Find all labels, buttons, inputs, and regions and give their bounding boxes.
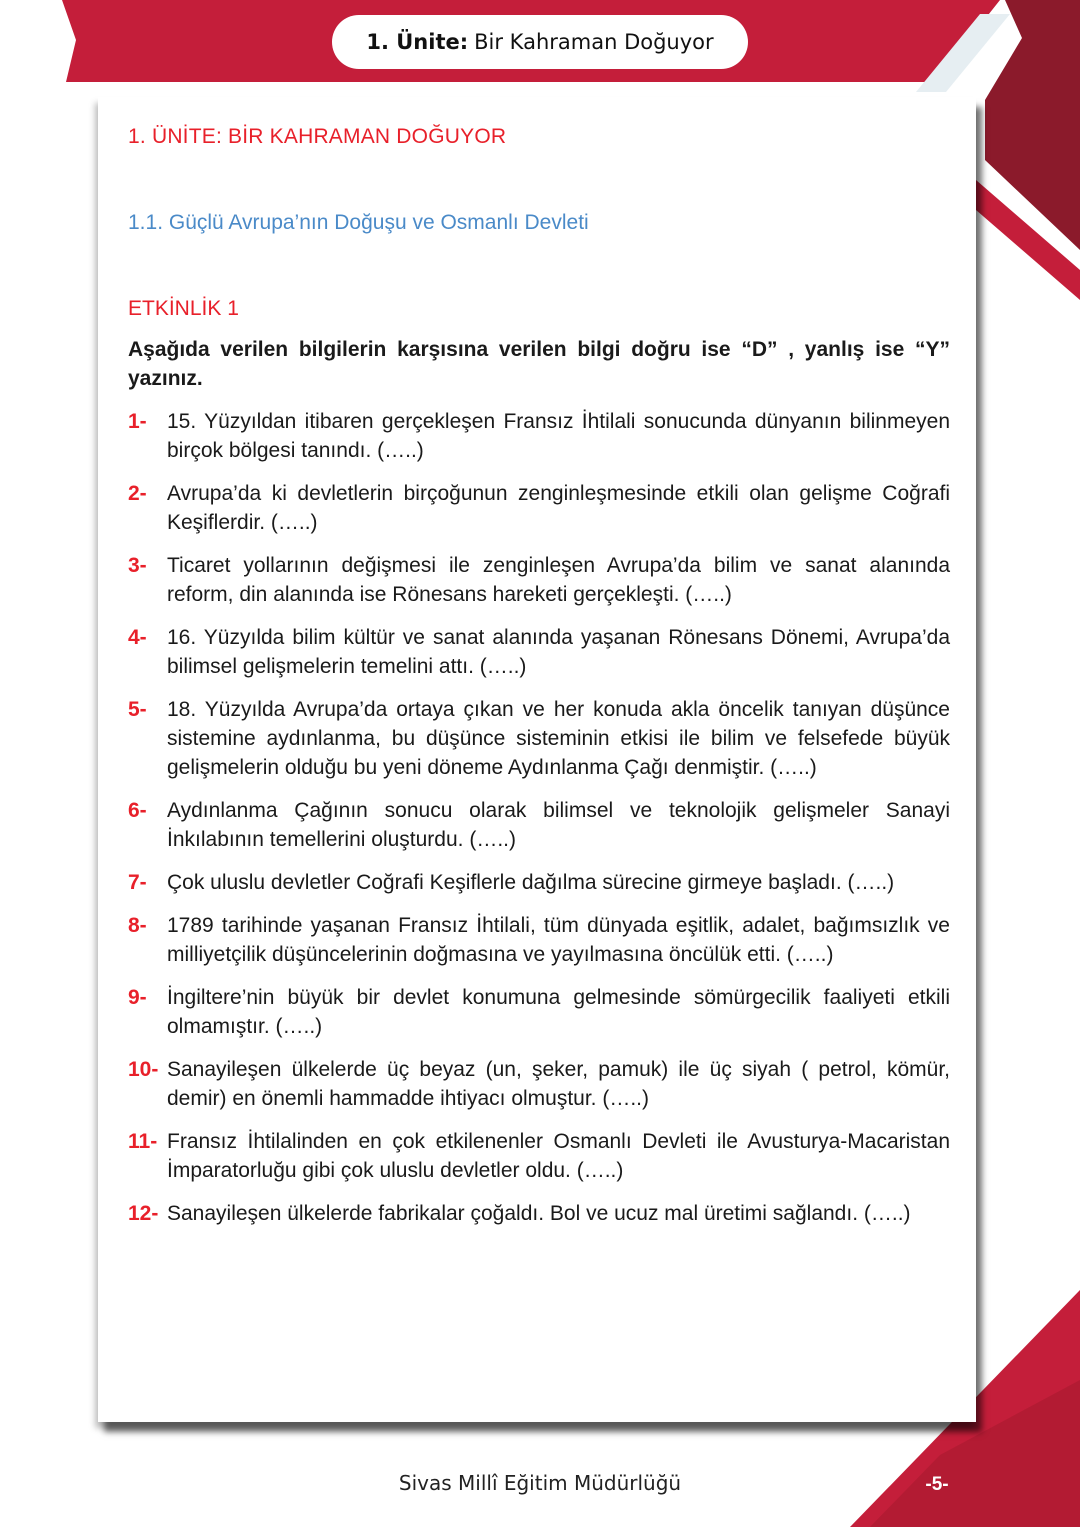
unit-header-pill <box>332 15 748 69</box>
unit-title: 1. ÜNİTE: BİR KAHRAMAN DOĞUYOR <box>128 125 507 148</box>
question-number: 9- <box>128 986 147 1009</box>
question-text: Fransız İhtilalinden en çok etkilenenler Osmanlı Devleti ile Avusturya-Macaristan İmparatorluğu gibi çok uluslu devletler oldu. (…..) <box>167 1130 950 1182</box>
question-item <box>128 1127 950 1185</box>
page-number: -5- <box>925 1474 949 1495</box>
question-item <box>128 551 950 609</box>
question-text: Sanayileşen ülkelerde üç beyaz (un, şeker, pamuk) ile üç siyah ( petrol, kömür, demir) en önemli hammadde ihtiyacı olmuştur. (…..) <box>167 1058 950 1110</box>
activity-title: ETKİNLİK 1 <box>128 297 239 320</box>
question-text: Sanayileşen ülkelerde fabrikalar çoğaldı. Bol ve ucuz mal üretimi sağlandı. (…..) <box>167 1202 911 1225</box>
question-text: Çok uluslu devletler Coğrafi Keşiflerle dağılma sürecine girmeye başladı. (…..) <box>167 871 895 894</box>
section-title: 1.1. Güçlü Avrupa’nın Doğuşu ve Osmanlı Devleti <box>128 211 589 234</box>
question-item <box>128 868 950 897</box>
question-item <box>128 796 950 854</box>
question-item <box>128 1055 950 1113</box>
unit-header-name: Bir Kahraman Doğuyor <box>474 30 714 54</box>
question-number: 7- <box>128 871 147 894</box>
question-text: Avrupa’da ki devletlerin birçoğunun zenginleşmesinde etkili olan gelişme Coğrafi Keşiflerdir. (…..) <box>167 482 950 534</box>
question-text: Ticaret yollarının değişmesi ile zenginleşen Avrupa’da bilim ve sanat alanında reform, din alanında ise Rönesans hareketi gerçekleşti. (…..) <box>167 554 950 606</box>
question-item <box>128 623 950 681</box>
question-number: 2- <box>128 482 147 505</box>
publisher-footer: Sivas Millî Eğitim Müdürlüğü <box>398 1471 682 1495</box>
question-number: 11- <box>128 1130 158 1153</box>
question-item <box>128 695 950 782</box>
question-number: 12- <box>128 1202 159 1225</box>
question-text: 1789 tarihinde yaşanan Fransız İhtilali, tüm dünyada eşitlik, adalet, bağımsızlık ve milliyetçilik düşüncelerinin doğmasına ve yayılmasına öncülük etti. (…..) <box>167 914 950 966</box>
question-number: 3- <box>128 554 147 577</box>
question-number: 4- <box>128 626 147 649</box>
question-text: 16. Yüzyılda bilim kültür ve sanat alanında yaşanan Rönesans Dönemi, Avrupa’da bilimsel gelişmelerin temelini attı. (…..) <box>167 626 950 678</box>
unit-header-label: 1. Ünite: <box>366 30 469 54</box>
question-list <box>128 407 950 1228</box>
question-item <box>128 911 950 969</box>
question-number: 8- <box>128 914 147 937</box>
question-item <box>128 1199 950 1228</box>
question-number: 6- <box>128 799 147 822</box>
question-text: Aydınlanma Çağının sonucu olarak bilimsel ve teknolojik gelişmeler Sanayi İnkılabının temellerini oluşturdu. (…..) <box>167 799 950 851</box>
question-text: 15. Yüzyıldan itibaren gerçekleşen Fransız İhtilali sonucunda dünyanın bilinmeyen birçok bölgesi tanındı. (…..) <box>167 410 950 462</box>
question-item <box>128 407 950 465</box>
instruction-text: Aşağıda verilen bilgilerin karşısına verilen bilgi doğru ise “D” , yanlış ise “Y” yazınız. <box>128 338 950 390</box>
question-number: 10- <box>128 1058 159 1081</box>
worksheet-page <box>98 97 976 1422</box>
question-text: 18. Yüzyılda Avrupa’da ortaya çıkan ve her konuda akla öncelik tanıyan düşünce sistemine aydınlanma, bu düşünce sisteminin etkisi ile bilim ve felsefede büyük gelişmelerin olduğu bu yeni döneme Aydınlanma Çağı denmiştir. (…..) <box>167 698 950 779</box>
question-item <box>128 983 950 1041</box>
question-item <box>128 479 950 537</box>
question-text: İngiltere’nin büyük bir devlet konumuna gelmesinde sömürgecilik faaliyeti etkili olmamıştır. (…..) <box>167 986 950 1038</box>
question-number: 1- <box>128 410 147 433</box>
worksheet-content <box>128 125 950 1242</box>
question-number: 5- <box>128 698 147 721</box>
